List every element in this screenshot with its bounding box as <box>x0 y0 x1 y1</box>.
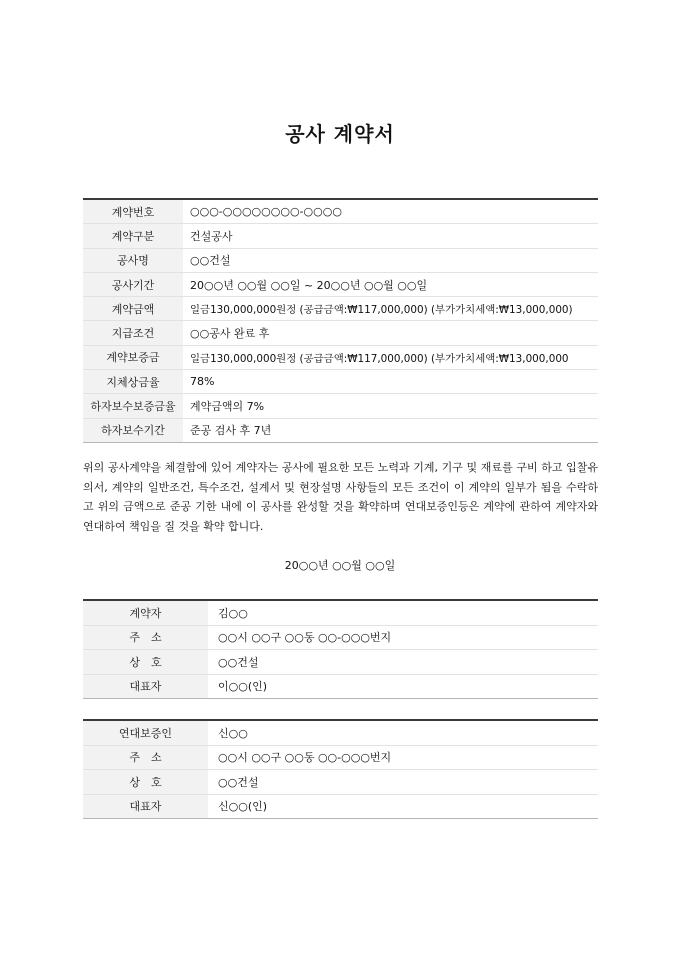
row-label: 상 호 <box>83 770 208 795</box>
table-row <box>83 625 598 650</box>
row-label: 주 소 <box>83 745 208 770</box>
row-value: 일금130,000,000원정 (공급금액:₩117,000,000) (부가가치세액:₩13,000,000 <box>183 345 598 369</box>
row-value: ○○건설 <box>208 770 598 795</box>
table-row <box>83 600 598 625</box>
table-row <box>83 394 598 418</box>
row-label: 계약보증금 <box>83 345 183 369</box>
row-value: 이○○(인) <box>208 674 598 699</box>
table-row <box>83 248 598 272</box>
row-label: 하자보수보증금율 <box>83 394 183 418</box>
row-label: 연대보증인 <box>83 720 208 745</box>
document-title: 공사 계약서 <box>285 122 395 146</box>
table-row <box>83 345 598 369</box>
row-value: ○○건설 <box>208 650 598 675</box>
table-row <box>83 199 598 224</box>
row-value: 78% <box>183 370 598 394</box>
table-row <box>83 720 598 745</box>
table-row <box>83 794 598 819</box>
row-label: 공사명 <box>83 248 183 272</box>
row-label: 지급조건 <box>83 321 183 345</box>
row-value: ○○건설 <box>183 248 598 272</box>
table-row <box>83 418 598 442</box>
contract-info-table <box>83 198 598 443</box>
row-value: 계약금액의 7% <box>183 394 598 418</box>
row-label: 계약구분 <box>83 224 183 248</box>
table-row <box>83 650 598 675</box>
row-value: 김○○ <box>208 600 598 625</box>
table-row <box>83 745 598 770</box>
agreement-paragraph: 위의 공사계약을 체결함에 있어 계약자는 공사에 필요한 모든 노력과 기계, 기구 및 재료를 구비 하고 입찰유의서, 계약의 일반조건, 특수조건, 설계서 및 현장설명 사항들의 모든 조건이 이 계약의 일부가 됨을 수락하고 위의 금액으로 준공 기한 내에 이 공사를 완성할 것을 확약하며 연대보증인등은 계약에 관하여 계약자와 연대하여 책임을 질 것을 확약 합니다. <box>83 461 598 533</box>
row-label: 하자보수기간 <box>83 418 183 442</box>
row-value: 신○○ <box>208 720 598 745</box>
row-value: ○○시 ○○구 ○○동 ○○-○○○번지 <box>208 625 598 650</box>
row-label: 계약금액 <box>83 297 183 321</box>
row-value: 준공 검사 후 7년 <box>183 418 598 442</box>
table-row <box>83 321 598 345</box>
row-value: 20○○년 ○○월 ○○일 ~ 20○○년 ○○월 ○○일 <box>183 272 598 296</box>
table-row <box>83 674 598 699</box>
row-value: ○○○-○○○○○○○○-○○○○ <box>183 199 598 224</box>
row-value: ○○공사 완료 후 <box>183 321 598 345</box>
table-row <box>83 224 598 248</box>
row-value: 건설공사 <box>183 224 598 248</box>
row-label: 계약번호 <box>83 199 183 224</box>
table-row <box>83 272 598 296</box>
contract-date: 20○○년 ○○월 ○○일 <box>284 559 396 572</box>
table-row <box>83 770 598 795</box>
guarantor-table <box>83 719 598 819</box>
row-value: 신○○(인) <box>208 794 598 819</box>
row-label: 계약자 <box>83 600 208 625</box>
row-value: ○○시 ○○구 ○○동 ○○-○○○번지 <box>208 745 598 770</box>
row-label: 지체상금율 <box>83 370 183 394</box>
row-label: 대표자 <box>83 674 208 699</box>
contractor-table <box>83 599 598 699</box>
row-label: 대표자 <box>83 794 208 819</box>
row-label: 주 소 <box>83 625 208 650</box>
row-label: 공사기간 <box>83 272 183 296</box>
row-label: 상 호 <box>83 650 208 675</box>
table-row <box>83 297 598 321</box>
row-value: 일금130,000,000원정 (공급금액:₩117,000,000) (부가가치세액:₩13,000,000) <box>183 297 598 321</box>
table-row <box>83 370 598 394</box>
